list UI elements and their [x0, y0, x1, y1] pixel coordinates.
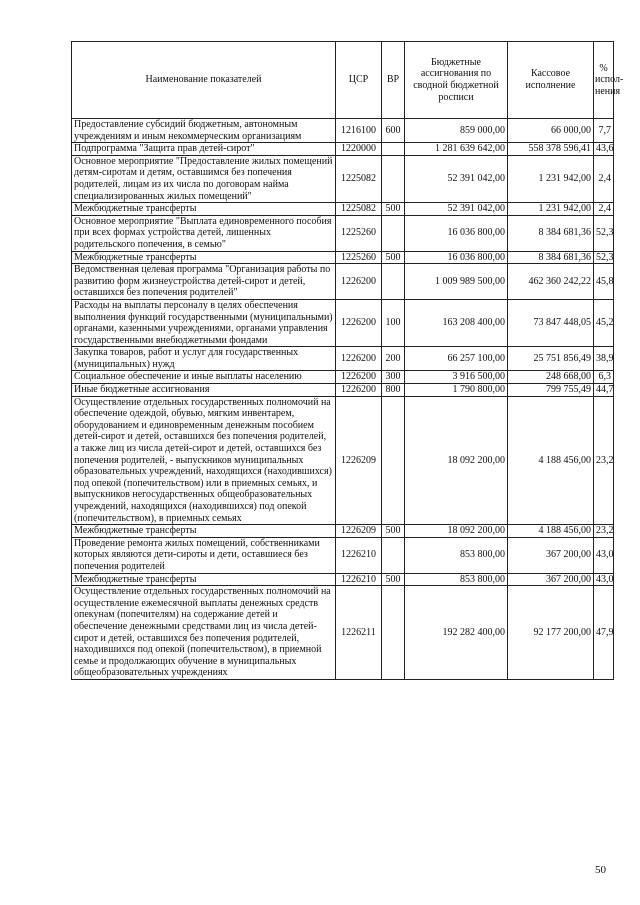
header-name: Наименование показателей	[72, 42, 336, 119]
cell-budget: 18 092 200,00	[405, 396, 508, 525]
cell-name: Проведение ремонта жилых помещений, собственниками которых являются дети-сироты и дети, оставшиеся без попечения родителей	[72, 537, 336, 573]
cell-csr: 1226209	[336, 525, 382, 538]
cell-name: Межбюджетные трансферты	[72, 203, 336, 216]
cell-name: Основное мероприятие "Предоставление жилых помещений детям-сиротам и детям, оставшимся без попечения родителей, лицам из их числа по договорам найма специализированных жилых помещений"	[72, 155, 336, 202]
table-row	[72, 155, 614, 202]
budget-execution-table	[71, 41, 624, 680]
cell-vr: 100	[382, 299, 405, 346]
cell-cash: 4 188 456,00	[508, 396, 594, 525]
cell-vr: 500	[382, 573, 405, 586]
table-header-row	[72, 42, 614, 119]
cell-budget: 853 800,00	[405, 573, 508, 586]
cell-percent: 44,7	[594, 384, 614, 397]
cell-name: Основное мероприятие "Выплата единовременного пособия при всех формах устройства детей, лишенных родительского попечения, в семью"	[72, 215, 336, 251]
cell-percent: 45,8	[594, 264, 614, 300]
table-row	[72, 143, 614, 156]
cell-percent: 43,6	[594, 143, 614, 156]
header-cash: Кассовое исполнение	[508, 42, 594, 119]
cell-csr: 1225082	[336, 155, 382, 202]
cell-vr	[382, 143, 405, 156]
cell-csr: 1225260	[336, 215, 382, 251]
cell-csr: 1226200	[336, 347, 382, 371]
cell-cash: 462 360 242,22	[508, 264, 594, 300]
table-body	[72, 119, 614, 680]
cell-csr: 1226211	[336, 586, 382, 680]
cell-name: Иные бюджетные ассигнования	[72, 384, 336, 397]
cell-vr	[382, 586, 405, 680]
header-vr: ВР	[382, 42, 405, 119]
table-row	[72, 215, 614, 251]
table-row	[72, 573, 614, 586]
table-row	[72, 264, 614, 300]
header-percent: % испол-нения	[594, 42, 614, 119]
cell-budget: 1 009 989 500,00	[405, 264, 508, 300]
cell-csr: 1226200	[336, 384, 382, 397]
table-row	[72, 251, 614, 264]
cell-budget: 66 257 100,00	[405, 347, 508, 371]
cell-name: Ведомственная целевая программа "Организация работы по развитию форм жизнеустройства детей-сирот и детей, оставшихся без попечения родителей"	[72, 264, 336, 300]
cell-name: Осуществление отдельных государственных полномочий на обеспечение одеждой, обувью, мягким инвентарем, оборудованием и единовременным денежным пособием детей-сирот и детей, оставшихся без попечения родителей, а также лиц из числа детей-сирот и детей, оставшихся без попечения родителей, - выпускников муниципальных образовательных учреждений, находящихся (находившихся) под опекой (попечительством) или в приемных семьях, и выпускников негосударственных общеобразовательных учреждений, находящихся (находившихся) под опекой (попечительством), в приемных семьях	[72, 396, 336, 525]
cell-name: Расходы на выплаты персоналу в целях обеспечения выполнения функций государственными (муниципальными) органами, казенными учреждениями, органами управления государственными внебюджетными фондами	[72, 299, 336, 346]
cell-csr: 1226210	[336, 537, 382, 573]
table-row	[72, 384, 614, 397]
cell-cash: 92 177 200,00	[508, 586, 594, 680]
cell-name: Подпрограмма "Защита прав детей-сирот"	[72, 143, 336, 156]
cell-vr	[382, 215, 405, 251]
cell-csr: 1226200	[336, 299, 382, 346]
cell-csr: 1226200	[336, 264, 382, 300]
cell-budget: 1 281 639 642,00	[405, 143, 508, 156]
cell-name: Межбюджетные трансферты	[72, 251, 336, 264]
cell-percent: 38,9	[594, 347, 614, 371]
table-row	[72, 119, 614, 143]
header-csr: ЦСР	[336, 42, 382, 119]
cell-vr	[382, 264, 405, 300]
cell-vr	[382, 396, 405, 525]
cell-vr: 200	[382, 347, 405, 371]
cell-cash: 8 384 681,36	[508, 215, 594, 251]
cell-cash: 66 000,00	[508, 119, 594, 143]
cell-cash: 4 188 456,00	[508, 525, 594, 538]
cell-vr: 500	[382, 203, 405, 216]
cell-percent: 2,4	[594, 203, 614, 216]
table-row	[72, 299, 614, 346]
cell-cash: 248 668,00	[508, 371, 594, 384]
cell-csr: 1220000	[336, 143, 382, 156]
cell-budget: 192 282 400,00	[405, 586, 508, 680]
cell-budget: 853 800,00	[405, 537, 508, 573]
cell-budget: 52 391 042,00	[405, 155, 508, 202]
header-budget: Бюджетные ассигнования по сводной бюджетной росписи	[405, 42, 508, 119]
cell-percent: 23,2	[594, 396, 614, 525]
cell-csr: 1226210	[336, 573, 382, 586]
cell-name: Межбюджетные трансферты	[72, 573, 336, 586]
cell-budget: 16 036 800,00	[405, 251, 508, 264]
cell-vr: 600	[382, 119, 405, 143]
cell-name: Межбюджетные трансферты	[72, 525, 336, 538]
cell-percent: 7,7	[594, 119, 614, 143]
cell-cash: 367 200,00	[508, 537, 594, 573]
cell-percent: 45,2	[594, 299, 614, 346]
cell-csr: 1226200	[336, 371, 382, 384]
cell-vr	[382, 155, 405, 202]
cell-cash: 558 378 596,41	[508, 143, 594, 156]
cell-name: Осуществление отдельных государственных полномочий на осуществление ежемесячной выплаты денежных средств опекунам (попечителям) на содержание детей и обеспечение денежными средствами лиц из числа детей-сирот и детей, оставшихся без попечения родителей, находившихся под опекой (попечительством), в приемной семье и продолжающих обучение в муниципальных общеобразовательных учреждениях	[72, 586, 336, 680]
cell-cash: 73 847 448,05	[508, 299, 594, 346]
cell-vr: 300	[382, 371, 405, 384]
cell-cash: 799 755,49	[508, 384, 594, 397]
cell-percent: 47,9	[594, 586, 614, 680]
cell-percent: 52,3	[594, 251, 614, 264]
table-row	[72, 537, 614, 573]
cell-cash: 25 751 856,49	[508, 347, 594, 371]
cell-budget: 163 208 400,00	[405, 299, 508, 346]
cell-budget: 1 790 800,00	[405, 384, 508, 397]
cell-cash: 1 231 942,00	[508, 203, 594, 216]
cell-budget: 18 092 200,00	[405, 525, 508, 538]
cell-percent: 2,4	[594, 155, 614, 202]
cell-name: Социальное обеспечение и иные выплаты населению	[72, 371, 336, 384]
cell-vr: 800	[382, 384, 405, 397]
cell-cash: 367 200,00	[508, 573, 594, 586]
cell-name: Закупка товаров, работ и услуг для государственных (муниципальных) нужд	[72, 347, 336, 371]
cell-csr: 1225260	[336, 251, 382, 264]
cell-budget: 16 036 800,00	[405, 215, 508, 251]
cell-csr: 1216100	[336, 119, 382, 143]
cell-budget: 52 391 042,00	[405, 203, 508, 216]
table-row	[72, 396, 614, 525]
cell-cash: 1 231 942,00	[508, 155, 594, 202]
table-row	[72, 203, 614, 216]
table-row	[72, 525, 614, 538]
page-number: 50	[595, 864, 606, 876]
table-row	[72, 347, 614, 371]
cell-percent: 43,0	[594, 537, 614, 573]
cell-vr: 500	[382, 251, 405, 264]
table-row	[72, 586, 614, 680]
cell-csr: 1226209	[336, 396, 382, 525]
cell-budget: 859 000,00	[405, 119, 508, 143]
cell-percent: 52,3	[594, 215, 614, 251]
cell-budget: 3 916 500,00	[405, 371, 508, 384]
cell-name: Предоставление субсидий бюджетным, автономным учреждениям и иным некоммерческим организациям	[72, 119, 336, 143]
cell-percent: 43,0	[594, 573, 614, 586]
cell-cash: 8 384 681,36	[508, 251, 594, 264]
table-row	[72, 371, 614, 384]
cell-vr: 500	[382, 525, 405, 538]
cell-percent: 6,3	[594, 371, 614, 384]
cell-csr: 1225082	[336, 203, 382, 216]
cell-percent: 23,2	[594, 525, 614, 538]
cell-vr	[382, 537, 405, 573]
